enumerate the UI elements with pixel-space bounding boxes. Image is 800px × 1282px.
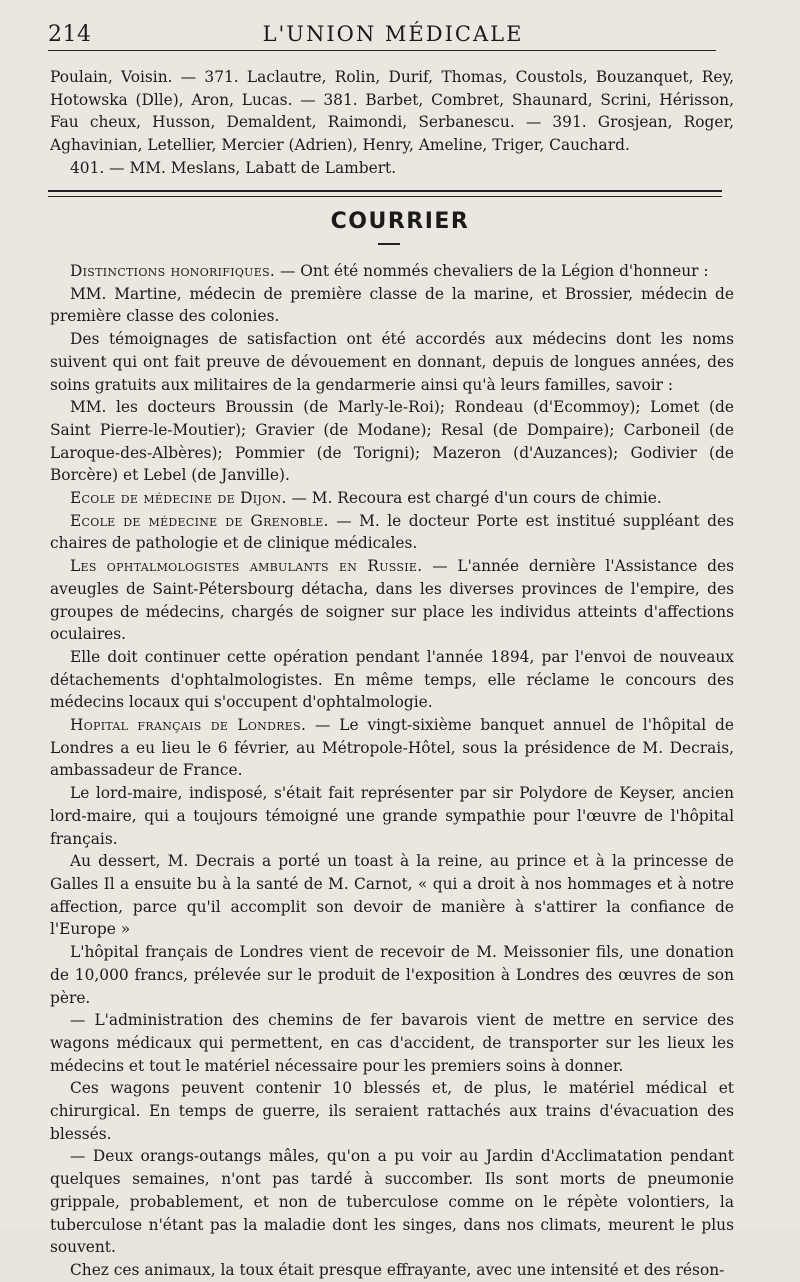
paragraph-text: Des témoignages de satisfaction ont été accordés aux médecins dont les noms suivent qui ont fait preuve de dévouement en donnant, depuis de longues années, des soins gratuits aux militaires de la gendarmerie ainsi qu'à leurs familles, savoir : — [50, 330, 734, 394]
paragraph-text: — M. le docteur Porte est institué suppléant des chaires de pathologie et de clinique médicales. — [50, 511, 735, 553]
courrier-paragraph — [50, 396, 734, 487]
courrier-paragraph — [50, 1259, 734, 1282]
header-rule — [48, 50, 716, 51]
paragraph-lead: Les ophtalmologistes ambulants en Russie. — [70, 557, 423, 576]
paragraph-lead: Distinctions honorifiques. — [70, 262, 276, 280]
courrier-paragraph — [50, 328, 734, 396]
courrier-paragraph — [50, 850, 734, 941]
courrier-paragraph — [50, 1145, 734, 1259]
paragraph-lead: Ecole de médecine de Grenoble. — [70, 511, 329, 530]
courrier-paragraph — [50, 941, 734, 1009]
journal-title: L'UNION MÉDICALE — [262, 22, 524, 46]
section-title: COURRIER — [330, 209, 470, 234]
paragraph-text: Chez ces animaux, la toux était presque effrayante, avec une intensité et des réson- — [70, 1260, 725, 1279]
title-dash — [378, 243, 400, 245]
paragraph-text: Elle doit continuer cette opération pendant l'année 1894, par l'envoi de nouveaux détachements d'ophtalmologistes. En même temps, elle réclame le concours des médecins locaux qui s'occupent d'ophtalmologie. — [50, 647, 734, 712]
courrier-paragraph — [50, 510, 734, 555]
upper-list-last-line: 401. — MM. Meslans, Labatt de Lambert. — [70, 158, 397, 177]
section-divider — [48, 190, 722, 197]
paragraph-text: Ces wagons peuvent contenir 10 blessés et, de plus, le matériel médical et chirurgical. En temps de guerre, ils seraient rattachés aux trains d'évacuation des blessés. — [50, 1079, 734, 1143]
page-header — [48, 18, 738, 50]
courrier-paragraph — [50, 1077, 734, 1145]
paragraph-text: MM. Martine, médecin de première classe de la marine, et Brossier, médecin de première classe des colonies. — [50, 284, 734, 326]
paragraph-lead: Hopital français de Londres. — [70, 716, 307, 735]
courrier-paragraph — [50, 260, 734, 283]
paragraph-text: — Deux orangs-outangs mâles, qu'on a pu voir au Jardin d'Acclimatation pendant quelques semaines, n'ont pas tardé à succomber. Ils sont morts de pneumonie grippale, probablement, et non de tuberculose comme on le répète volontiers, la tuberculose n'étant pas la maladie dont les singes, dans nos climats, meurent le plus souvent. — [50, 1147, 734, 1257]
courrier-body — [50, 260, 734, 1282]
paragraph-text: — M. Recoura est chargé d'un cours de chimie. — [286, 489, 662, 508]
paragraph-lead: Ecole de médecine de Dijon. — [70, 489, 287, 508]
courrier-paragraph — [50, 283, 734, 328]
paragraph-text: MM. les docteurs Broussin (de Marly-le-Roi); Rondeau (d'Ecommoy); Lomet (de Saint Pierre-le-Moutier); Gravier (de Modane); Resal (de Dompaire); Carboneil (de Laroque-des-Albères); Pommier (de Torigni); Mazeron (d'Auzances); Godivier (de Borcère) et Lebel (de Janville). — [50, 398, 734, 485]
upper-list-block — [50, 66, 734, 180]
paragraph-text: — L'administration des chemins de fer bavarois vient de mettre en service des wagons médicaux qui permettent, en cas d'accident, de transporter sur les lieux les médecins et tout le matériel nécessaire pour les premiers soins à donner. — [50, 1011, 734, 1075]
paragraph-text: Le lord-maire, indisposé, s'était fait représenter par sir Polydore de Keyser, ancien lord-maire, qui a toujours témoigné une grande sympathie pour l'œuvre de l'hôpital français. — [50, 784, 734, 848]
paragraph-text: Au dessert, M. Decrais a porté un toast à la reine, au prince et à la princesse de Galles Il a ensuite bu à la santé de M. Carnot, « qui a droit à nos hommages et à notre affection, parce qu'il accomplit son devoir de manière à s'attirer la confiance de l'Europe » — [50, 852, 734, 939]
courrier-paragraph — [50, 714, 734, 782]
paragraph-text: L'hôpital français de Londres vient de recevoir de M. Meissonier fils, une donation de 10,000 francs, prélevée sur le produit de l'exposition à Londres des œuvres de son père. — [50, 943, 734, 1007]
upper-list-paragraph: Poulain, Voisin. — 371. Laclautre, Rolin, Durif, Thomas, Coustols, Bouzanquet, Rey, Hotowska (Dlle), Aron, Lucas. — 381. Barbet, Combret, Shaunard, Scrini, Hérisson, Fau cheux, Husson, Demaldent, Raimondi, Serbanescu. — 391. Grosjean, Roger, Aghavinian, Letellier, Mercier (Adrien), Henry, Ameline, Triger, Cauchard. — [50, 68, 734, 155]
courrier-paragraph — [50, 487, 734, 510]
courrier-paragraph — [50, 1009, 734, 1077]
paragraph-text: — L'année dernière l'Assistance des aveugles de Saint-Pétersbourg détacha, dans les diverses provinces de l'empire, des groupes de médecins, chargés de soigner sur place les individus atteints d'affections oculaires. — [50, 557, 734, 644]
paragraph-text: — Le vingt-sixième banquet annuel de l'hôpital de Londres a eu lieu le 6 février, au Métropole-Hôtel, sous la présidence de M. Decrais, ambassadeur de France. — [50, 716, 735, 780]
courrier-paragraph — [50, 555, 734, 646]
courrier-paragraph — [50, 782, 734, 850]
page-number: 214 — [48, 22, 92, 47]
paragraph-text: — Ont été nommés chevaliers de la Légion d'honneur : — [275, 262, 709, 280]
courrier-paragraph — [50, 646, 734, 714]
